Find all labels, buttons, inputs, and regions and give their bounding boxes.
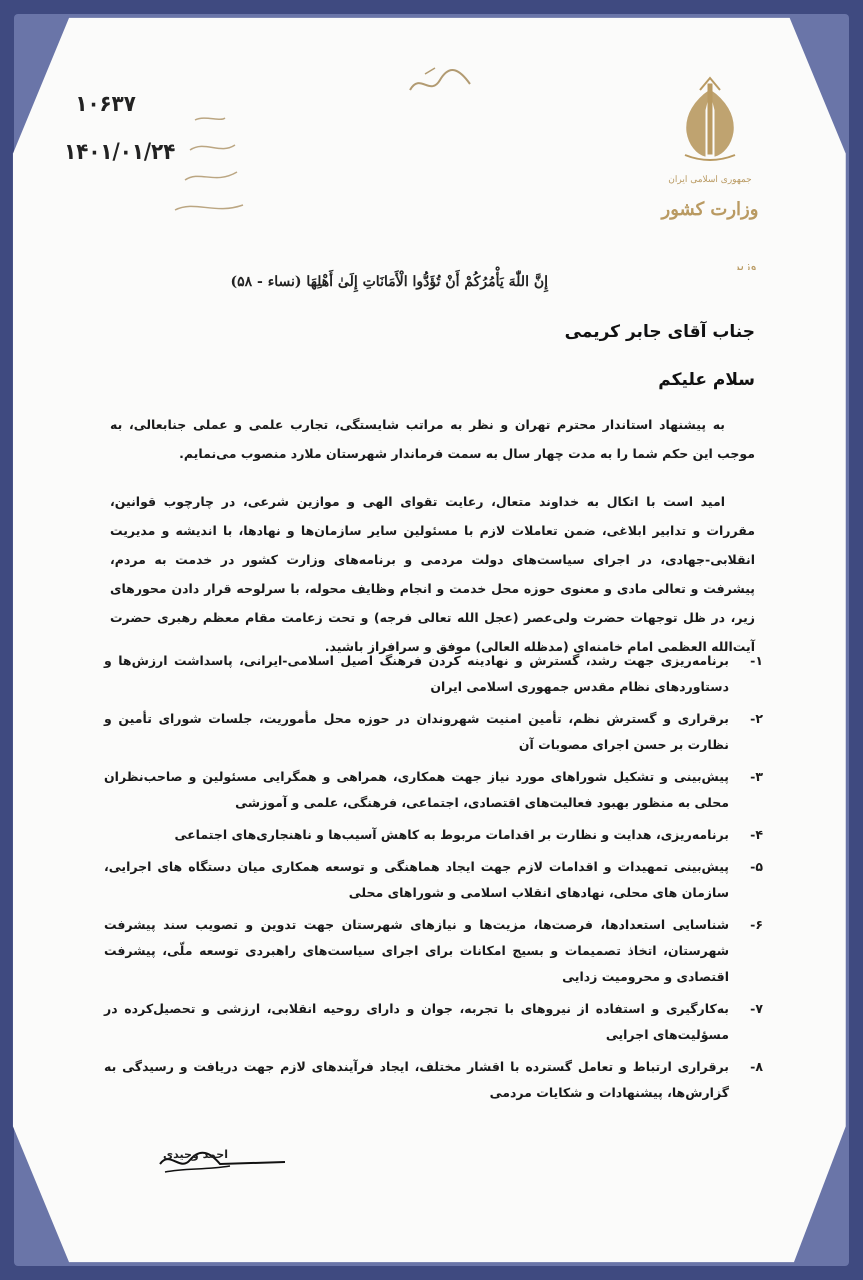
list-item-number: ۳- bbox=[750, 769, 763, 784]
list-item-text: برنامه‌ریزی جهت رشد، گسترش و نهادینه کردن فرهنگ اصیل اسلامی-ایرانی، پاسداشت ارزش‌ها و دستاوردهای نظام مقدس جمهوری اسلامی ایران bbox=[104, 653, 729, 694]
list-item-text: به‌کارگیری و استفاده از نیروهای با تجربه، جوان و دارای روحیه انقلابی، ارزشی و تحصیل‌کرده در مسؤلیت‌های اجرایی bbox=[104, 1001, 729, 1042]
list-item bbox=[104, 1054, 763, 1106]
emblem-line-3: وزیر bbox=[733, 259, 757, 270]
ministry-emblem bbox=[655, 70, 765, 270]
list-item-number: ۸- bbox=[750, 1059, 763, 1074]
addressee: جناب آقای جابر کریمی bbox=[564, 322, 755, 342]
list-item-number: ۱- bbox=[750, 653, 763, 668]
list-item-number: ۲- bbox=[750, 711, 763, 726]
emblem-line-2: وزارت کشور bbox=[661, 199, 759, 220]
list-item-text: پیش‌بینی تمهیدات و اقدامات لازم جهت ایجاد هماهنگی و توسعه همکاری میان دستگاه های اجرایی، سازمان های محلی، نهادهای انقلاب اسلامی و شوراهای محلی bbox=[104, 859, 729, 900]
signature-name: احمد وحیدی bbox=[163, 1148, 228, 1161]
quran-verse: إِنَّ اللّٰهَ يَأْمُرُكُمْ أَنْ تُؤَدُّوا الْأَمَانَاتِ إِلَىٰ أَهْلِهَا (نساء - ۵۸) bbox=[230, 274, 548, 290]
list-item bbox=[104, 764, 763, 816]
list-item-number: ۴- bbox=[750, 827, 763, 842]
list-item-number: ۶- bbox=[750, 917, 763, 932]
list-item bbox=[104, 912, 763, 990]
list-item-text: برنامه‌ریزی، هدایت و نظارت بر اقدامات مربوط به کاهش آسیب‌ها و ناهنجاری‌های اجتماعی bbox=[174, 827, 729, 842]
iran-emblem-icon bbox=[655, 70, 765, 270]
list-item bbox=[104, 996, 763, 1048]
handwritten-note-left bbox=[165, 110, 255, 220]
list-item bbox=[104, 648, 763, 700]
list-item-text: پیش‌بینی و تشکیل شوراهای مورد نیاز جهت همکاری، همراهی و همگرایی مسئولین و صاحب‌نظران محلی به منظور بهبود فعالیت‌های اقتصادی، اجتماعی، فرهنگی، علمی و آموزشی bbox=[104, 769, 729, 810]
list-item bbox=[104, 822, 763, 848]
list-item-text: شناسایی استعدادها، فرصت‌ها، مزیت‌ها و نیازهای شهرستان جهت تدوین و تصویب سند پیشرفت شهرستان، اتخاذ تصمیمات و بسیج امکانات برای اجرای سیاست‌های راهبردی توسعه ملّی، پیشرفت اقتصادی و محرومیت زدایی bbox=[104, 917, 729, 984]
list-item-text: برقراری و گسترش نظم، تأمین امنیت شهروندان در حوزه محل مأموریت، جلسات شورای تأمین و نظارت بر حسن اجرای مصوبات آن bbox=[104, 711, 729, 752]
document-number: ۱۰۶۳۷ bbox=[75, 92, 136, 117]
emblem-line-1: جمهوری اسلامی ایران bbox=[668, 175, 752, 185]
signature bbox=[150, 1142, 290, 1182]
list-item bbox=[104, 706, 763, 758]
list-item-text: برقراری ارتباط و تعامل گسترده با اقشار مختلف، ایجاد فرآیندهای لازم جهت دریافت و رسیدگی به گزارش‌ها، پیشنهادات و شکایات مردمی bbox=[104, 1059, 729, 1100]
list-item-number: ۵- bbox=[750, 859, 763, 874]
list-item-number: ۷- bbox=[750, 1001, 763, 1016]
directives-list bbox=[104, 648, 763, 1112]
greeting: سلام علیکم bbox=[658, 370, 755, 390]
paragraph-appointment: به پیشنهاد استاندار محترم تهران و نظر به مراتب شایستگی، تجارب علمی و عملی جنابعالی، به موجب این حکم شما را به مدت چهار سال به سمت فرماندار شهرستان ملارد منصوب می‌نمایم. bbox=[110, 417, 755, 461]
list-item bbox=[104, 854, 763, 906]
document-date: ۱۴۰۱/۰۱/۲۴ bbox=[64, 140, 176, 165]
handwritten-note-top bbox=[405, 62, 475, 102]
paragraph-guidance: امید است با اتکال به خداوند متعال، رعایت تقوای الهی و موازین شرعی، در چارچوب قوانین، مقررات و تدابیر ابلاغی، ضمن تعاملات لازم با مسئولین سایر سازمان‌ها و نهادها، با اندیشه و مدیریت انقلابی-جهادی، در اجرای سیاست‌های دولت مردمی و برنامه‌های وزارت کشور در خدمت به مردم، پیشرفت و تعالی مادی و معنوی حوزه محل خدمت و انجام وظایف محوله، با سرلوحه قرار دادن محورهای زیر، در ظل توجهات حضرت ولی‌عصر (عجل الله تعالی فرجه) و تحت زعامت مقام معظم رهبری حضرت آیت‌الله العظمی امام خامنه‌ای (مدظله العالی) موفق و سرافراز باشید. bbox=[110, 494, 755, 654]
